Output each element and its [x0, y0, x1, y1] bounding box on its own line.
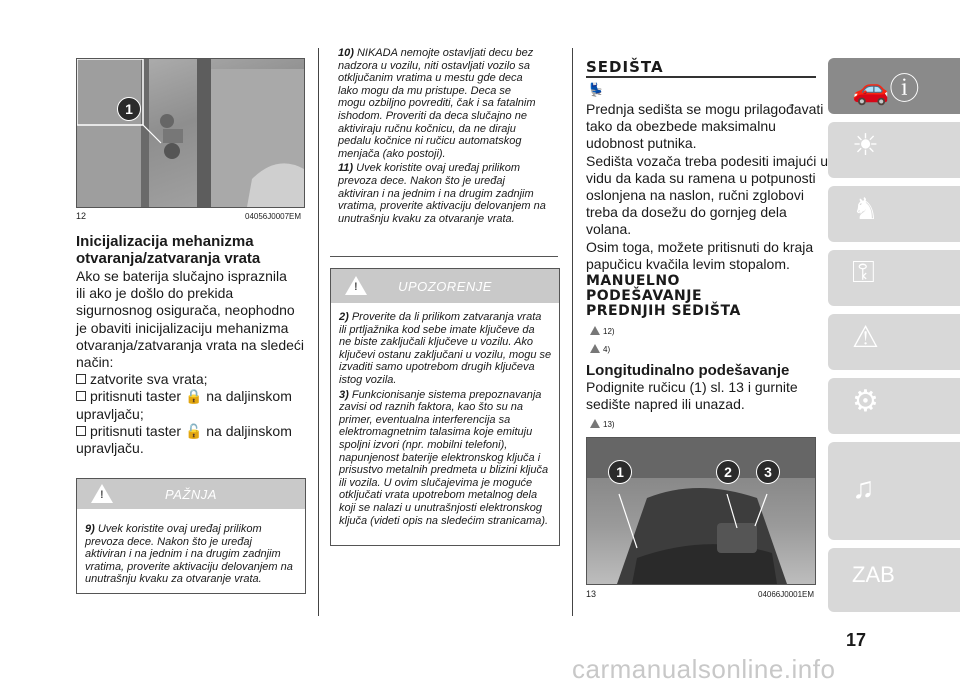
figure-13-image	[586, 437, 816, 585]
note-line: ključevi ostanu zaključani u vozilu, mogu se	[339, 348, 552, 361]
note-number: 3)	[339, 388, 349, 401]
note-line	[338, 162, 550, 175]
caution-icon	[590, 344, 600, 353]
note-text: Proverite da li prilikom zatvaranja vrata	[351, 311, 542, 323]
warning-box-header	[331, 269, 559, 303]
watermark[interactable]: carmanualsonline.info	[572, 654, 836, 684]
note-line: aktiviran i na jednim i na drugim zadnjim	[338, 187, 534, 200]
body-line: sigurnosnog osigurača, neophodno	[76, 302, 295, 319]
note-line	[339, 389, 551, 402]
sidebar-tab-index[interactable]	[828, 548, 960, 612]
sidebar-tab-emergency[interactable]	[828, 314, 960, 370]
note-line: otključati vrata upotrebom metalnog dela	[339, 489, 538, 502]
figure-13-callout-2: 2	[716, 460, 740, 484]
note-line: izvaditi samo upotrebom drugih ključeva	[339, 361, 535, 374]
maintenance-icon: ⚙	[852, 385, 879, 418]
body-line: udobnost putnika.	[586, 135, 697, 152]
figure-12-code: 04056J0007EM	[245, 212, 302, 221]
figure-12-callout: 1	[117, 97, 141, 121]
note-line: menjača (ako postoji).	[338, 147, 446, 160]
ref-12	[590, 326, 615, 336]
note-text: Uvek koristite ovaj uređaj prilikom	[97, 523, 262, 535]
note-line: otključanim vratima u mestu gde deca	[338, 72, 523, 85]
note-box-10-11	[330, 46, 558, 257]
note-line: zavisi od raznih faktora, kao što su na	[339, 401, 524, 414]
note-line: ili vozila. U ovim slučajevima je moguće	[339, 476, 533, 489]
warning-note-3	[331, 387, 559, 528]
body-line: sedište napred ili unazad.	[586, 396, 745, 413]
subheading: Longitudinalno podešavanje	[586, 362, 790, 379]
ref-13	[590, 419, 615, 429]
dashboard-lights-icon: ☀	[852, 129, 879, 162]
bullet-box-icon	[76, 391, 86, 401]
ref-text: 12)	[603, 327, 615, 336]
note-line: koji se nalazi u unutrašnjosti elektronskog	[339, 501, 543, 514]
col1-body	[76, 268, 304, 457]
key-steering-icon: ⚿	[852, 256, 875, 289]
sidebar-tab-driving[interactable]	[828, 250, 960, 306]
figure-12-image	[76, 58, 305, 208]
warning-box-pazdnja	[76, 478, 306, 594]
body-line: oslonjena na naslon, ručni zglobovi	[586, 187, 804, 204]
note-line	[85, 523, 297, 536]
car-warning-icon: !	[345, 276, 367, 295]
note-line: ishodom. Proveriti da deca slučajno ne	[338, 109, 527, 122]
section-title-rule	[586, 76, 816, 78]
step-1	[76, 371, 304, 388]
bullet-box-icon	[76, 426, 86, 436]
note-line: prisustvo metalnih predmeta u blizini ključa	[339, 464, 549, 477]
sidebar-tab-car-info[interactable]	[828, 58, 960, 114]
body-line: vidu da kada su ramena u potpunosti	[586, 169, 816, 186]
body-line: papučicu kvačila levim stopalom.	[586, 255, 790, 272]
note-line	[338, 47, 550, 60]
column-divider	[318, 48, 319, 616]
ref-text: 4)	[603, 345, 611, 354]
seatbelt-airbag-icon: ♞	[852, 193, 879, 226]
bullet-box-icon	[76, 374, 86, 384]
note-text: Uvek koristite ovaj uređaj prilikom	[356, 162, 520, 175]
multimedia-icon: ♫	[852, 472, 875, 505]
body-line: otvaranja/zatvaranja vrata na sledeći	[76, 336, 305, 353]
note-line: ne biste zaključali ključeve u vozilu. Ako	[339, 336, 534, 349]
warning-triangle-icon	[590, 326, 600, 335]
note-line: mogu ozbiljno povrediti, čak i sa fatalnim	[338, 97, 536, 110]
door-latch-illustration	[77, 59, 304, 207]
car-info-icon: 🚗ⓘ	[852, 73, 920, 106]
figure-13-callout-1: 1	[608, 460, 632, 484]
warning-note-2	[331, 303, 559, 387]
column-divider	[572, 48, 573, 616]
heading-line: Inicijalizacija mehanizma	[76, 233, 254, 250]
note-text: NIKADA nemojte ostavljati decu bez	[356, 47, 534, 59]
note-text: Funkcionisanje sistema prepoznavanja	[351, 388, 542, 401]
note-line: nadzora u vozilu, niti ostavljati vozilo sa	[338, 59, 530, 72]
warning-triangle-icon: !	[91, 484, 113, 503]
warning-box-title: UPOZORENJE	[398, 279, 492, 294]
note-line: pedalu kočnice ni ručicu automatskog	[338, 135, 522, 148]
note-line: unutrašnju kvaku za otvaranje vrata.	[85, 573, 262, 586]
lock-icon: 🔒	[184, 388, 203, 405]
emergency-icon: ⚠	[852, 321, 879, 354]
note-line: vratima, proverite aktivaciju delovanjem na	[85, 560, 293, 573]
subsection-line: MANUELNO	[586, 273, 680, 289]
step-text-after: na daljinskom	[206, 422, 292, 439]
step-3	[76, 423, 304, 440]
body-line: Sedišta vozača treba podesiti imajući u	[586, 152, 829, 169]
body-line: je obaviti inicijalizaciju mehanizma	[76, 319, 289, 336]
body-line: Osim toga, možete pritisnuti do kraja	[586, 238, 814, 255]
step-text-after: na daljinskom	[206, 388, 292, 405]
sidebar-tab-multimedia[interactable]	[828, 442, 960, 540]
note-number: 11)	[338, 162, 354, 175]
step-2-cont: upravljaču;	[76, 405, 144, 422]
note-line: elektromagnetnim talasima koje emituju	[339, 426, 533, 439]
subsection-title	[586, 274, 741, 319]
step-3-cont: upravljaču.	[76, 440, 144, 457]
body-line: Prednja sedišta se mogu prilagođavati	[586, 101, 824, 117]
note-line: istog vozila.	[339, 373, 397, 386]
ref-text: 13)	[603, 420, 615, 429]
warning-box-header	[77, 479, 305, 509]
sidebar-tab-maintenance[interactable]	[828, 378, 960, 434]
figure-13-callout-3: 3	[756, 460, 780, 484]
note-11	[330, 160, 558, 225]
note-line	[339, 311, 551, 324]
note-line: spoljni izvori (npr. mobilni telefoni),	[339, 438, 508, 451]
step-2	[76, 388, 304, 405]
note-number: 10)	[338, 47, 354, 59]
body-line: tako da obezbede maksimalnu	[586, 118, 776, 135]
subsection-line: PREDNJIH SEDIŠTA	[586, 303, 741, 319]
page-number: 17	[846, 630, 867, 650]
note-line: aktiviraju ručnu kočnicu, da ne diraju	[338, 122, 516, 135]
note-line: vratima, proverite aktivaciju delovanjem na	[338, 200, 546, 213]
step-text: pritisnuti taster	[90, 422, 182, 439]
subsection-line: PODEŠAVANJE	[586, 288, 703, 304]
note-number: 9)	[85, 523, 95, 535]
note-line: aktiviran i na jednim i na drugim zadnjim	[85, 548, 281, 561]
sidebar-tab-safety[interactable]	[828, 186, 960, 242]
note-10	[330, 46, 558, 160]
note-line: ili prtljažnika kod sebe imate ključeve da	[339, 323, 535, 336]
warning-note	[77, 509, 305, 586]
warning-box-title: PAŽNJA	[165, 487, 217, 502]
warning-box-upozorenje	[330, 268, 560, 546]
body-line: ili ako je došlo do prekida	[76, 285, 234, 302]
body-line: način:	[76, 354, 114, 371]
seat-icon: 💺	[588, 82, 605, 97]
warning-triangle-icon	[590, 419, 600, 428]
section-title: SEDIŠTA	[586, 58, 664, 76]
step-text: zatvorite sva vrata;	[90, 371, 208, 388]
index-icon: ZAB	[852, 562, 895, 587]
figure-13-number: 13	[586, 589, 597, 599]
note-line: napunjenost baterije elektronskog ključa i	[339, 451, 541, 464]
note-number: 2)	[339, 311, 349, 323]
ref-4	[590, 344, 610, 354]
body-line: Podignite ručicu (1) sl. 13 i gurnite	[586, 379, 798, 395]
unlock-icon: 🔓	[184, 422, 203, 439]
note-line: primer, eventualna interferencija sa	[339, 413, 511, 426]
figure-13-code: 04066J0001EM	[758, 590, 815, 599]
body-line: volana.	[586, 221, 632, 238]
figure-12-number: 12	[76, 211, 87, 221]
note-line: prevoza dece. Nakon što je uređaj	[85, 535, 252, 548]
col3-intro	[586, 101, 828, 273]
note-line: unutrašnju kvaku za otvaranje vrata.	[338, 212, 515, 225]
note-line: lako mogu da mu pristupe. Deca se	[338, 84, 512, 97]
heading-line: otvaranja/zatvaranja vrata	[76, 250, 261, 267]
note-line: prevoza dece. Nakon što je uređaj	[338, 174, 505, 187]
note-line: ključa (videti opis na sledećim stranicama).	[339, 514, 549, 527]
body-line: treba da dosežu do gornjeg dela	[586, 204, 787, 221]
col1-heading	[76, 233, 260, 267]
col3-sub-body	[586, 379, 798, 413]
sidebar-tab-dashboard[interactable]	[828, 122, 960, 178]
body-line: Ako se baterija slučajno ispraznila	[76, 268, 287, 284]
step-text: pritisnuti taster	[90, 388, 182, 405]
